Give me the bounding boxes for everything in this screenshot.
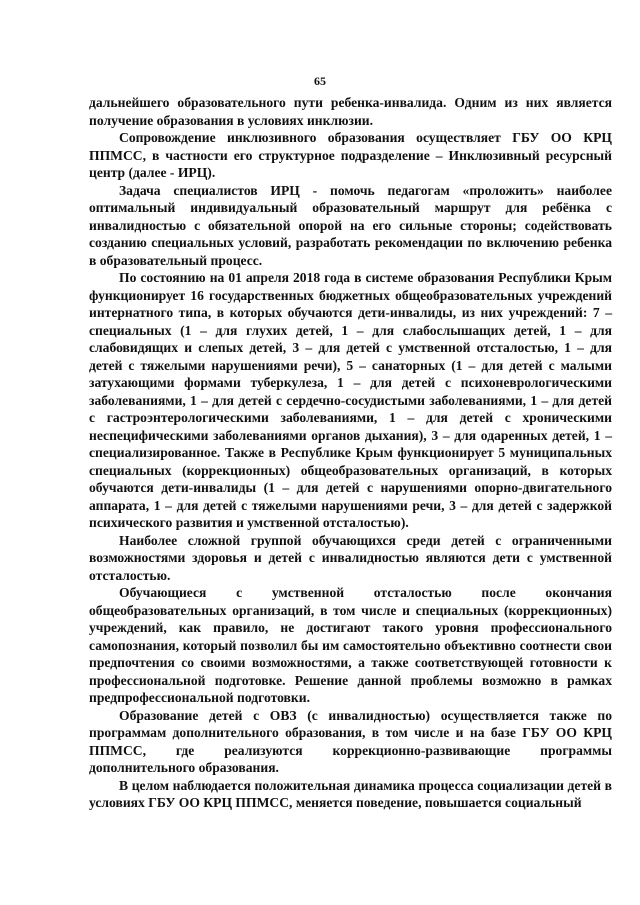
- body-text: [89, 94, 612, 812]
- paragraph-continuation: дальнейшего образовательного пути ребенка-инвалида. Одним из них является получение образования в условиях инклюзии.: [89, 95, 612, 128]
- paragraph-inclusive-support: Сопровождение инклюзивного образования осуществляет ГБУ ОО КРЦ ППМСС, в частности его структурное подразделение – Инклюзивный ресурсный центр (далее - ИРЦ).: [89, 130, 612, 180]
- paragraph-socialization: В целом наблюдается положительная динамика процесса социализации детей в условиях ГБУ ОО КРЦ ППМСС, меняется поведение, повышается социальный: [89, 777, 612, 810]
- paragraph-crimea-statistics: По состоянию на 01 апреля 2018 года в системе образования Республики Крым функционирует 16 государственных бюджетных общеобразовательных учреждений интернатного типа, в которых обучаются дети-инвалиды, из них учреждений: 7 – специальных (1 – для глухих детей, 1 – для слабослышащих детей, 1 – для слабовидящих и слепых детей, 3 – для детей с умственной отсталостью, 1 – для детей с тяжелыми нарушениями речи), 5 – санаторных (1 – для детей с малыми затухающими формами туберкулеза, 1 – для детей с психоневрологическими заболеваниями, 1 – для детей с сердечно-сосудистыми заболеваниями, 1 – для детей с гастроэнтерологическими заболеваниями, 1 – для детей с хроническими неспецифическими заболеваниями органов дыхания), 3 – для одаренных детей, 1 – специализированное. Также в Республике Крым функционирует 5 муниципальных специальных (коррекционных) общеобразовательных организаций, в которых обучаются дети-инвалиды (1 – для детей с нарушениями опорно-двигательного аппарата, 1 – для детей с тяжелыми нарушениями речи, 3 – для детей с задержкой психического развития и умственной отсталостью).: [89, 270, 612, 530]
- paragraph-difficult-group: Наиболее сложной группой обучающихся среди детей с ограниченными возможностями здоровья и детей с инвалидностью являются дети с умственной отсталостью.: [89, 532, 612, 583]
- paragraph-irc-task: Задача специалистов ИРЦ - помочь педагогам «проложить» наиболее оптимальный индивидуальный образовательный маршрут для ребёнка с инвалидностью с обязательной опорой на его сильные стороны; содействовать созданию специальных условий, разработать рекомендации по включению ребенка в образовательный процесс.: [89, 182, 612, 268]
- page-number: 65: [314, 74, 326, 88]
- paragraph-additional-education: Образование детей с ОВЗ (с инвалидностью) осуществляется также по программам дополнительного образования, в том числе и на базе ГБУ ОО КРЦ ППМСС, где реализуются коррекционно-развивающие программы дополнительного образования.: [89, 707, 612, 775]
- paragraph-students-disability: Обучающиеся с умственной отсталостью после окончания общеобразовательных организаций, в том числе и специальных (коррекционных) учреждений, как правило, не достигают такого уровня профессионального самопознания, который позволил бы им самостоятельно объективно соотнести свои предпочтения со своими возможностями, а также соответствующей готовности к профессиональной подготовке. Решение данной проблемы возможно в рамках предпрофессиональной подготовки.: [89, 585, 612, 705]
